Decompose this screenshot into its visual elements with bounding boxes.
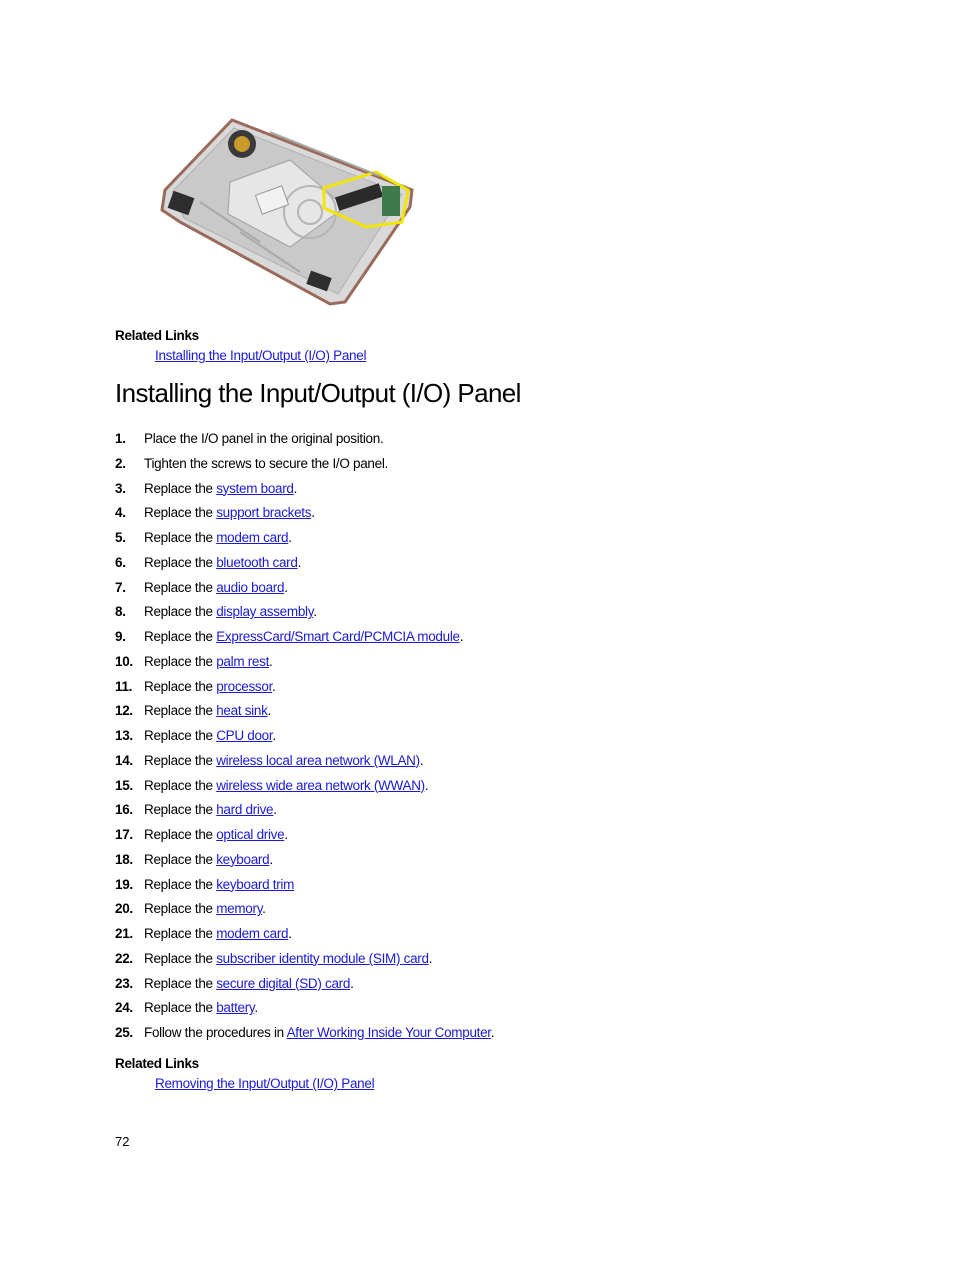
step-text (144, 428, 383, 449)
step-item (115, 478, 815, 503)
step-text-pre: Replace the (144, 653, 217, 669)
step-item (115, 750, 815, 775)
step-text-post: . (269, 653, 273, 669)
step-number: 25. (115, 1025, 133, 1040)
step-item (115, 552, 815, 577)
step-text (144, 898, 266, 919)
step-text-post: . (419, 752, 424, 768)
step-text-post: . (428, 950, 433, 966)
step-text-post: . (284, 827, 288, 842)
step-text (144, 651, 272, 672)
step-link[interactable]: support brackets (216, 505, 312, 521)
step-number: 7. (115, 579, 126, 595)
step-text-post: . (269, 851, 273, 867)
step-link[interactable]: bluetooth card (216, 554, 298, 570)
step-text-pre: Replace the (144, 728, 217, 743)
step-link[interactable]: processor (216, 678, 273, 694)
step-text (144, 923, 292, 944)
step-text-post: . (267, 703, 271, 719)
related-link-removing[interactable]: Removing the Input/Output (I/O) Panel (155, 1076, 375, 1091)
step-text (144, 874, 294, 895)
step-link[interactable]: audio board (216, 579, 285, 595)
step-text-pre: Place the I/O panel in the original position. (144, 431, 384, 446)
step-text-post: . (272, 728, 276, 743)
step-item (115, 527, 815, 552)
step-number: 23. (115, 975, 133, 991)
step-text-post: . (311, 505, 315, 521)
step-link[interactable]: After Working Inside Your Computer (286, 1025, 491, 1040)
step-text-pre: Replace the (144, 876, 217, 892)
step-number: 2. (115, 455, 126, 471)
step-number: 8. (115, 604, 126, 620)
page-title: Installing the Input/Output (I/O) Panel (115, 378, 521, 408)
step-text (144, 552, 301, 573)
step-text-pre: Follow the procedures in (144, 1025, 287, 1040)
step-number: 11. (115, 678, 133, 694)
step-text-pre: Replace the (144, 1000, 217, 1016)
step-number: 22. (115, 950, 133, 966)
step-link[interactable]: subscriber identity module (SIM) card (216, 950, 429, 966)
step-item (115, 997, 815, 1022)
step-item (115, 948, 815, 973)
step-number: 9. (115, 629, 126, 644)
step-link[interactable]: wireless local area network (WLAN) (216, 752, 420, 768)
step-text (144, 676, 276, 697)
step-text (144, 700, 271, 721)
step-text-pre: Replace the (144, 777, 217, 793)
step-text-post: . (293, 480, 298, 496)
step-link[interactable]: system board (216, 480, 294, 496)
step-item (115, 874, 815, 899)
step-text-pre: Replace the (144, 505, 217, 521)
step-text-pre: Replace the (144, 703, 217, 719)
step-item (115, 453, 815, 478)
step-link[interactable]: modem card (216, 530, 289, 545)
step-text-post: . (273, 802, 277, 818)
step-number: 16. (115, 802, 133, 818)
step-number: 19. (115, 876, 133, 892)
step-text (144, 626, 463, 647)
step-number: 1. (115, 431, 126, 446)
step-link[interactable]: display assembly (216, 604, 314, 620)
step-item (115, 676, 815, 701)
step-number: 10. (115, 653, 133, 669)
step-link[interactable]: modem card (216, 926, 289, 941)
step-number: 12. (115, 703, 133, 719)
step-link[interactable]: palm rest (216, 653, 270, 669)
step-link[interactable]: secure digital (SD) card (216, 975, 351, 991)
io-panel-figure (140, 112, 430, 312)
step-text-pre: Replace the (144, 950, 217, 966)
step-number: 5. (115, 530, 126, 545)
step-link[interactable]: battery (216, 1000, 255, 1016)
step-text-pre: Replace the (144, 579, 217, 595)
step-item (115, 725, 815, 750)
step-text-pre: Replace the (144, 851, 217, 867)
step-link[interactable]: CPU door (216, 728, 273, 743)
step-text-pre: Replace the (144, 554, 217, 570)
step-text-post: . (288, 530, 292, 545)
step-link[interactable]: keyboard (216, 851, 270, 867)
step-text-post: . (284, 579, 288, 595)
step-number: 4. (115, 505, 126, 521)
step-link[interactable]: wireless wide area network (WWAN) (216, 777, 425, 793)
step-item (115, 601, 815, 626)
step-number: 14. (115, 752, 133, 768)
step-number: 24. (115, 1000, 133, 1016)
step-link[interactable]: memory (216, 901, 263, 917)
step-number: 6. (115, 554, 126, 570)
related-links-title-bottom: Related Links (115, 1056, 199, 1071)
step-text-pre: Replace the (144, 480, 217, 496)
step-link[interactable]: optical drive (216, 827, 285, 842)
step-text-pre: Replace the (144, 975, 217, 991)
step-item (115, 1022, 815, 1047)
step-number: 21. (115, 926, 133, 941)
step-text (144, 527, 292, 548)
step-text-post: . (288, 926, 292, 941)
step-link[interactable]: hard drive (216, 802, 274, 818)
step-text-pre: Replace the (144, 827, 217, 842)
step-number: 20. (115, 901, 133, 917)
step-text-pre: Tighten the screws to secure the I/O panel. (144, 455, 388, 471)
step-item (115, 700, 815, 725)
step-item (115, 428, 815, 453)
step-text (144, 997, 258, 1018)
step-text-pre: Replace the (144, 802, 217, 818)
step-text-pre: Replace the (144, 901, 217, 917)
step-text-pre: Replace the (144, 752, 217, 768)
step-item (115, 898, 815, 923)
step-text (144, 478, 297, 499)
step-number: 18. (115, 851, 133, 867)
step-number: 3. (115, 480, 126, 496)
step-item (115, 849, 815, 874)
step-text-pre: Replace the (144, 604, 217, 620)
step-item (115, 651, 815, 676)
step-text-post: . (262, 901, 266, 917)
step-link[interactable]: ExpressCard/Smart Card/PCMCIA module (216, 629, 460, 644)
step-text (144, 775, 428, 796)
step-item (115, 626, 815, 651)
step-text (144, 849, 273, 870)
step-text (144, 601, 317, 622)
step-text-pre: Replace the (144, 530, 217, 545)
step-text-pre: Replace the (144, 678, 217, 694)
step-text-post: . (350, 975, 354, 991)
step-text (144, 1022, 494, 1043)
step-text (144, 577, 288, 598)
step-text-pre: Replace the (144, 926, 217, 941)
step-item (115, 923, 815, 948)
step-item (115, 775, 815, 800)
step-item (115, 824, 815, 849)
step-number: 13. (115, 728, 133, 743)
step-link[interactable]: keyboard trim (216, 876, 295, 892)
step-text-post: . (272, 678, 276, 694)
step-item (115, 577, 815, 602)
step-text (144, 725, 276, 746)
step-text (144, 750, 423, 771)
step-item (115, 799, 815, 824)
step-text-post: . (313, 604, 317, 620)
procedure-steps (115, 428, 815, 1047)
step-text (144, 799, 277, 820)
step-text (144, 824, 288, 845)
step-text-post: . (254, 1000, 258, 1016)
step-link[interactable]: heat sink (216, 703, 268, 719)
step-item (115, 973, 815, 998)
step-text (144, 453, 388, 474)
step-number: 15. (115, 777, 133, 793)
related-links-title-top: Related Links (115, 328, 199, 343)
step-text-post: . (424, 777, 429, 793)
step-text (144, 502, 315, 523)
step-text-post: . (459, 629, 464, 644)
related-link-installing[interactable]: Installing the Input/Output (I/O) Panel (155, 348, 367, 363)
step-text-post: . (490, 1025, 495, 1040)
step-number: 17. (115, 827, 133, 842)
step-text-post: . (297, 554, 302, 570)
step-text (144, 973, 354, 994)
step-item (115, 502, 815, 527)
page-number: 72 (115, 1134, 130, 1149)
step-text-pre: Replace the (144, 629, 217, 644)
step-text (144, 948, 432, 969)
